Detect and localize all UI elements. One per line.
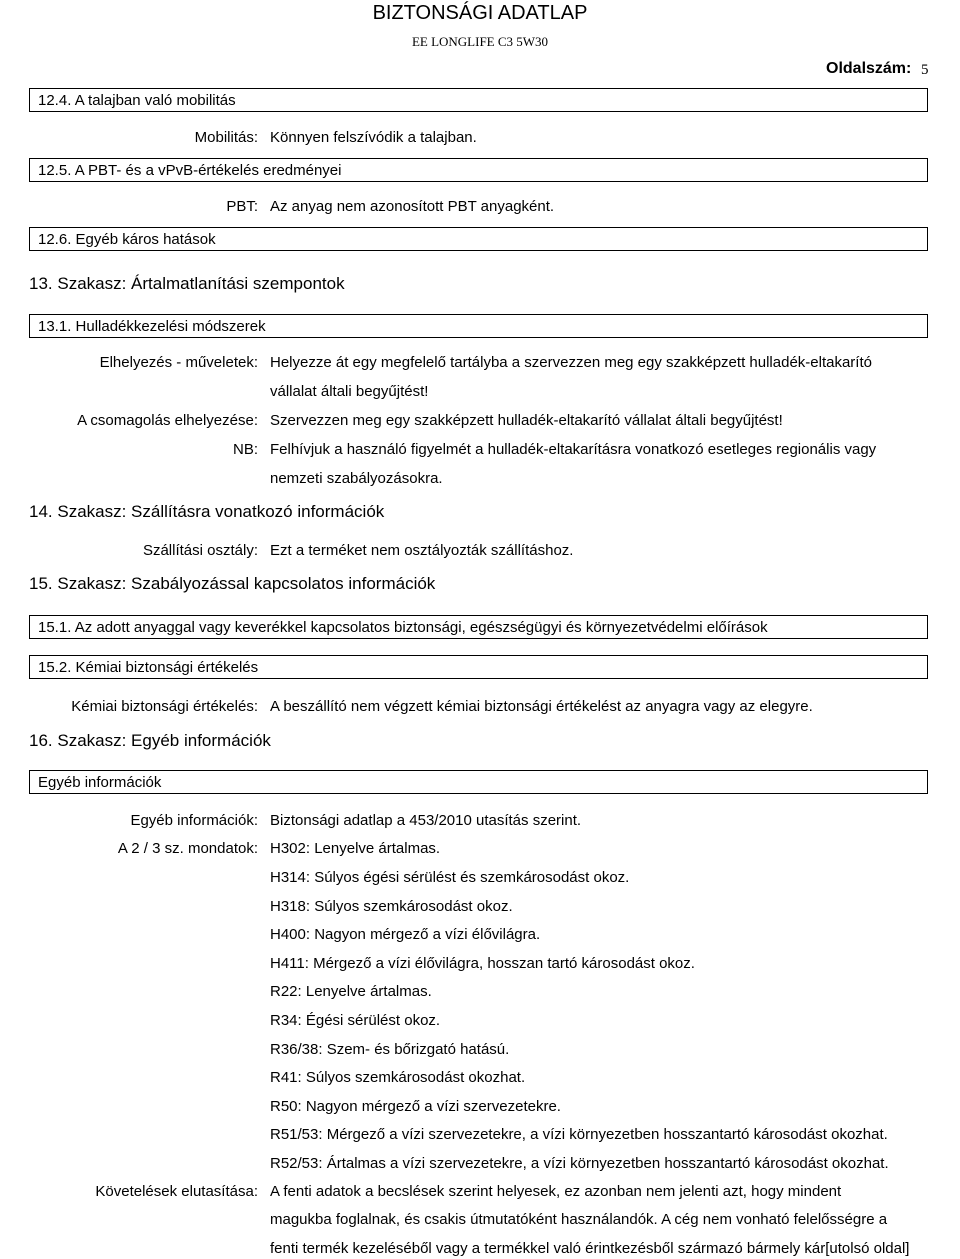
other-info-value: Biztonsági adatlap a 453/2010 utasítás szerint. bbox=[270, 812, 582, 829]
disclaimer-line3: fenti termék kezeléséből vagy a termékkel való érintkezésből származó bármely kár[utolsó oldal] bbox=[270, 1240, 910, 1257]
mobility-label: Mobilitás: bbox=[194, 129, 258, 146]
phrase-item: R52/53: Ártalmas a vízi szervezetekre, a vízi környezetben hosszantartó károsodást okozhat. bbox=[270, 1155, 889, 1172]
nb-label: NB: bbox=[232, 441, 258, 458]
transport-class-label: Szállítási osztály: bbox=[142, 542, 258, 559]
page-number-label: Oldalszám: bbox=[826, 60, 912, 77]
chemical-safety-label: Kémiai biztonsági értékelés: bbox=[71, 698, 258, 715]
section-12-4-title: 12.4. A talajban való mobilitás bbox=[29, 88, 928, 112]
section-16-subtitle: Egyéb információk bbox=[29, 770, 928, 794]
pbt-value: Az anyag nem azonosított PBT anyagként. bbox=[270, 198, 555, 215]
phrase-item: H411: Mérgező a vízi élővilágra, hosszan tartó károsodást okoz. bbox=[270, 955, 695, 972]
phrase-item: R22: Lenyelve ártalmas. bbox=[270, 983, 432, 1000]
phrase-item: R50: Nagyon mérgező a vízi szervezetekre. bbox=[270, 1098, 561, 1115]
section-16-heading: 16. Szakasz: Egyéb információk bbox=[29, 731, 271, 750]
phrase-item: R34: Égési sérülést okoz. bbox=[270, 1012, 441, 1029]
nb-value-line2: nemzeti szabályozásokra. bbox=[270, 470, 443, 487]
disclaimer-label: Követelések elutasítása: bbox=[95, 1183, 258, 1200]
packaging-value: Szervezzen meg egy szakképzett hulladék-eltakarító vállalat általi begyűjtést! bbox=[270, 412, 783, 429]
page-number: 5 bbox=[921, 62, 929, 78]
section-12-6-title: 12.6. Egyéb káros hatások bbox=[29, 227, 928, 251]
disposal-value-line2: vállalat általi begyűjtést! bbox=[270, 383, 429, 400]
pbt-label: PBT: bbox=[226, 198, 258, 215]
phrase-item: H302: Lenyelve ártalmas. bbox=[270, 840, 441, 857]
section-15-2-title: 15.2. Kémiai biztonsági értékelés bbox=[29, 655, 928, 679]
phrase-item: R36/38: Szem- és bőrizgató hatású. bbox=[270, 1041, 510, 1058]
chemical-safety-value: A beszállító nem végzett kémiai biztonsági értékelést az anyagra vagy az elegyre. bbox=[270, 698, 813, 715]
phrase-item: R51/53: Mérgező a vízi szervezetekre, a vízi környezetben hosszantartó károsodást okozhat. bbox=[270, 1126, 888, 1143]
mobility-value: Könnyen felszívódik a talajban. bbox=[270, 129, 477, 146]
section-15-1-title: 15.1. Az adott anyaggal vagy keverékkel kapcsolatos biztonsági, egészségügyi és környezetvédelmi előírások bbox=[29, 615, 928, 639]
disposal-label: Elhelyezés - műveletek: bbox=[99, 354, 258, 371]
document-title: BIZTONSÁGI ADATLAP bbox=[372, 2, 588, 24]
other-info-label: Egyéb információk: bbox=[130, 812, 258, 829]
disclaimer-line1: A fenti adatok a becslések szerint helyesek, ez azonban nem jelenti azt, hogy mindent bbox=[270, 1183, 842, 1200]
phrases-label: A 2 / 3 sz. mondatok: bbox=[117, 840, 258, 857]
section-14-heading: 14. Szakasz: Szállításra vonatkozó információk bbox=[29, 502, 385, 521]
disclaimer-line2: magukba foglalnak, és csakis útmutatóként használandók. A cég nem vonható felelősségre a bbox=[270, 1211, 888, 1228]
section-12-5-title: 12.5. A PBT- és a vPvB-értékelés eredményei bbox=[29, 158, 928, 182]
phrase-item: H400: Nagyon mérgező a vízi élővilágra. bbox=[270, 926, 541, 943]
disposal-value-line1: Helyezze át egy megfelelő tartályba a szervezzen meg egy szakképzett hulladék-eltakarító bbox=[270, 354, 872, 371]
transport-class-value: Ezt a terméket nem osztályozták szállításhoz. bbox=[270, 542, 574, 559]
nb-value-line1: Felhívjuk a használó figyelmét a hulladék-eltakarításra vonatkozó esetleges regionális vagy bbox=[270, 441, 877, 458]
product-name: EE LONGLIFE C3 5W30 bbox=[411, 34, 549, 49]
phrase-item: H318: Súlyos szemkárosodást okoz. bbox=[270, 898, 513, 915]
section-13-1-title: 13.1. Hulladékkezelési módszerek bbox=[29, 314, 928, 338]
phrase-item: H314: Súlyos égési sérülést és szemkárosodást okoz. bbox=[270, 869, 630, 886]
packaging-label: A csomagolás elhelyezése: bbox=[77, 412, 258, 429]
section-15-heading: 15. Szakasz: Szabályozással kapcsolatos információk bbox=[29, 574, 436, 593]
phrase-item: R41: Súlyos szemkárosodást okozhat. bbox=[270, 1069, 526, 1086]
section-13-heading: 13. Szakasz: Ártalmatlanítási szempontok bbox=[29, 274, 345, 293]
